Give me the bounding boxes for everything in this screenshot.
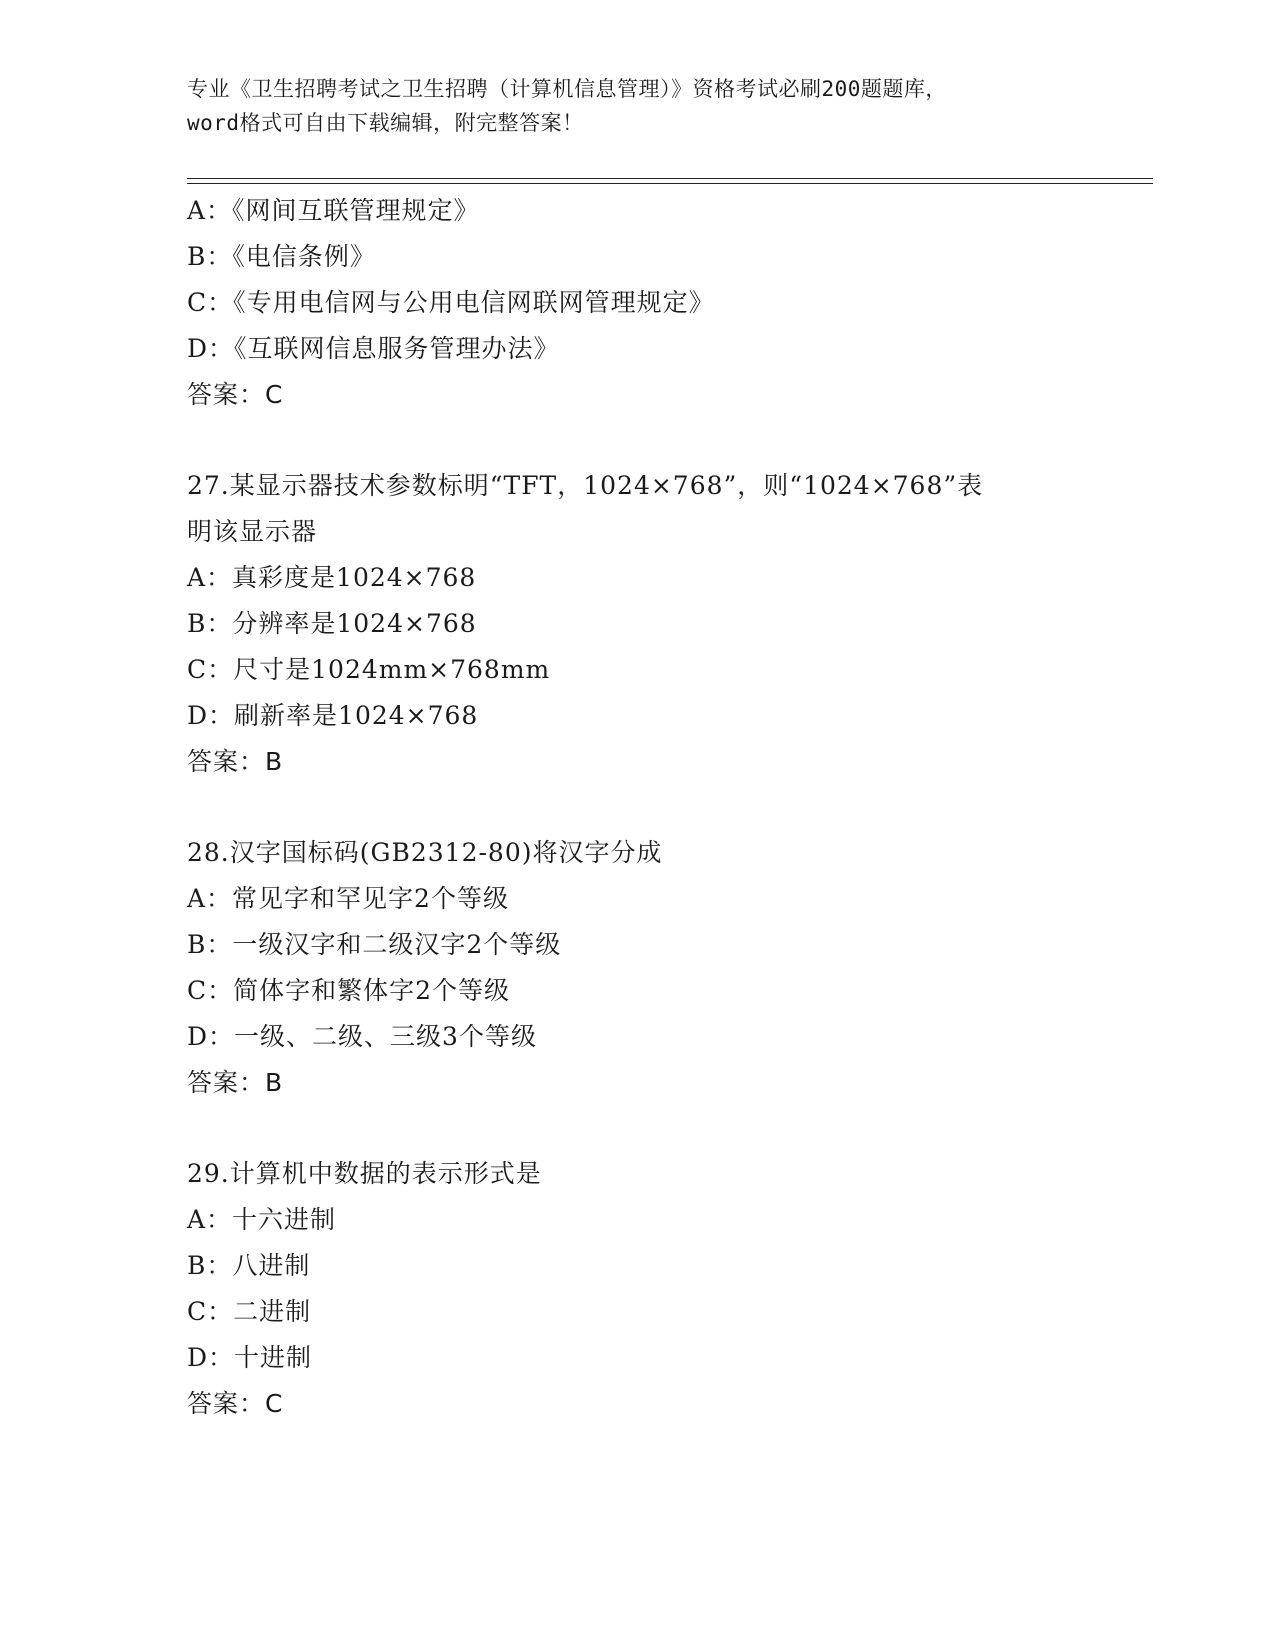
answer-line: 答案：B <box>187 1068 284 1097</box>
option-b: B：一级汉字和二级汉字2个等级 <box>187 930 562 959</box>
block-spacer <box>187 1106 1147 1151</box>
answer-line: 答案：C <box>187 1389 284 1418</box>
answer-line: 答案：B <box>187 747 284 776</box>
header-divider-top <box>187 178 1153 179</box>
question-block-29 <box>187 1151 1147 1427</box>
option-b: B：八进制 <box>187 1251 311 1280</box>
option-b: B：分辨率是1024×768 <box>187 609 477 638</box>
option-c: C：尺寸是1024mm×768mm <box>187 655 551 684</box>
option-b: B：《电信条例》 <box>187 242 376 271</box>
answer-line: 答案：C <box>187 380 284 409</box>
option-d: D：《互联网信息服务管理办法》 <box>187 334 560 363</box>
block-spacer <box>187 785 1147 830</box>
option-a: A：《网间互联管理规定》 <box>187 196 480 225</box>
option-c: C：简体字和繁体字2个等级 <box>187 976 511 1005</box>
option-d: D：一级、二级、三级3个等级 <box>187 1022 537 1051</box>
option-d: D：刷新率是1024×768 <box>187 701 479 730</box>
header-line-1: 专业《卫生招聘考试之卫生招聘（计算机信息管理）》资格考试必刷200题题库， <box>187 77 947 101</box>
option-d: D：十进制 <box>187 1343 313 1372</box>
question-text-line-2: 明该显示器 <box>187 517 318 546</box>
option-a: A：真彩度是1024×768 <box>187 563 477 592</box>
option-a: A：十六进制 <box>187 1205 337 1234</box>
option-c: C：《专用电信网与公用电信网联网管理规定》 <box>187 288 715 317</box>
header-line-2: word格式可自由下载编辑，附完整答案！ <box>187 111 584 135</box>
question-text-line-1: 27.某显示器技术参数标明“TFT，1024×768”，则“1024×768”表 <box>187 471 984 500</box>
header-divider-bottom <box>187 183 1153 184</box>
block-spacer <box>187 418 1147 463</box>
question-block-27 <box>187 463 1147 785</box>
question-text-line-1: 28.汉字国标码(GB2312-80)将汉字分成 <box>187 838 663 867</box>
document-header <box>187 72 1107 140</box>
question-block-26 <box>187 188 1147 418</box>
question-text-line-1: 29.计算机中数据的表示形式是 <box>187 1159 542 1188</box>
question-block-28 <box>187 830 1147 1106</box>
question-list <box>187 188 1147 1427</box>
option-a: A：常见字和罕见字2个等级 <box>187 884 509 913</box>
option-c: C：二进制 <box>187 1297 312 1326</box>
